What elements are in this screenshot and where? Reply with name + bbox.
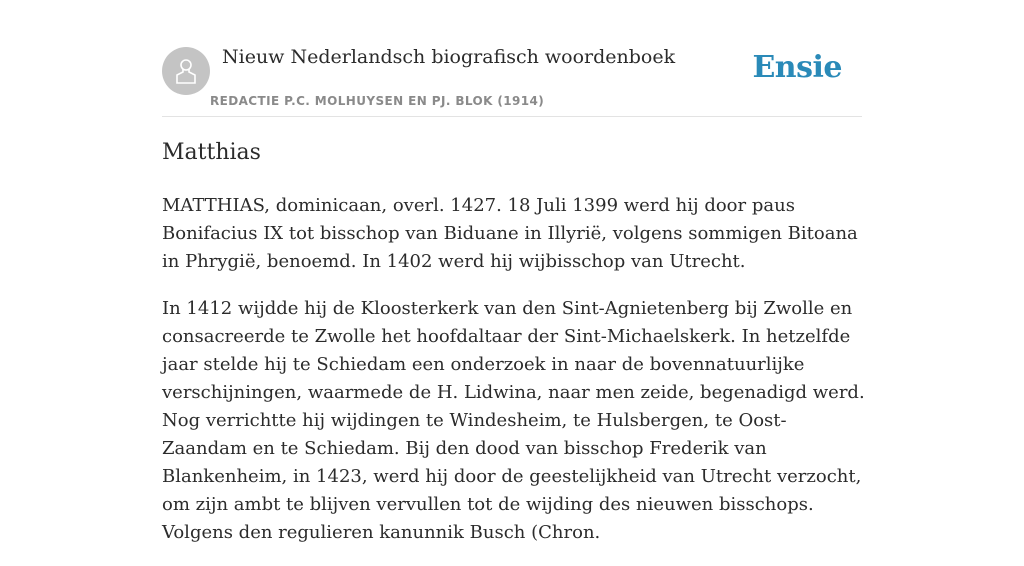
user-silhouette-icon [174, 57, 198, 85]
entry-title: Matthias [162, 140, 261, 165]
source-editor: REDACTIE P.C. MOLHUYSEN EN PJ. BLOK (1914) [210, 94, 545, 108]
entry-paragraph: In 1412 wijdde hij de Kloosterkerk van den Sint-Agnietenberg bij Zwolle en consacreerde te Zwolle het hoofdaltaar der Sint-Michaelskerk. In hetzelfde jaar stelde hij te Schiedam een onderzoek in naar de bovennatuurlijke verschijningen, waarmede de H. Lidwina, naar men zeide, begenadigd werd. Nog verrichtte hij wijdingen te Windesheim, te Hulsbergen, te Oost-Zaandam en te Schiedam. Bij den dood van bisschop Frederik van Blankenheim, in 1423, werd hij door de geestelijkheid van Utrecht verzocht, om zijn ambt te blijven vervullen tot de wijding des nieuwen bisschops. Volgens den regulieren kanunnik Busch (Chron. [162, 298, 865, 543]
source-title[interactable]: Nieuw Nederlandsch biografisch woordenboek [222, 46, 676, 68]
avatar[interactable] [162, 47, 210, 95]
entry-paragraph: MATTHIAS, dominicaan, overl. 1427. 18 Juli 1399 werd hij door paus Bonifacius IX tot bisschop van Biduane in Illyrië, volgens sommigen Bitoana in Phrygië, benoemd. In 1402 werd hij wijbisschop van Utrecht. [162, 195, 858, 272]
source-header [162, 46, 862, 117]
entry-body [162, 192, 867, 566]
ensie-logo[interactable]: Ensie [752, 50, 842, 85]
